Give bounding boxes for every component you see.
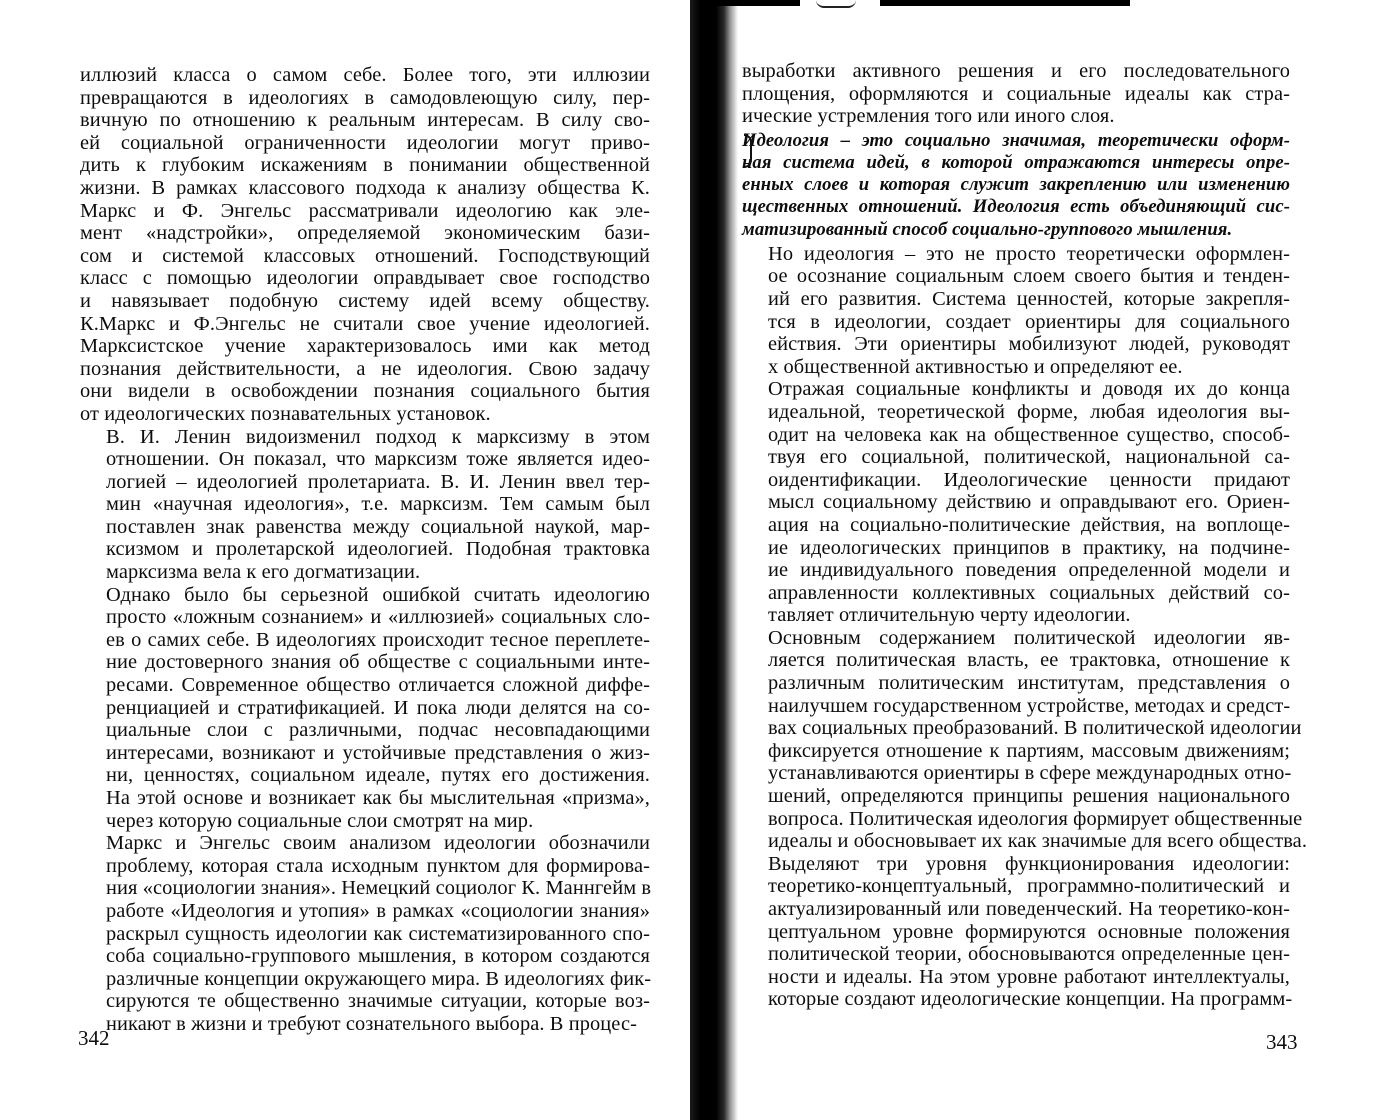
binding-gutter [690,0,738,1120]
text-line: Маркс и Ф. Энгельс рассматривали идеологию как эле- [80,199,650,222]
definition-paragraph [742,130,1290,241]
text-line: ие индивидуального поведения определенной модели и [768,559,1290,582]
text-line: матизированный способ социально-группового мышления. [742,218,1233,240]
text-line: тся в идеологии, создает ориентиры для социального [768,310,1290,333]
text-line: щественных отношений. Идеология есть объединяющий сис- [742,196,1290,218]
text-line: мин «научная идеология», т.е. марксизм. Тем самым был [106,493,650,516]
text-line: Отражая социальные конфликты и доводя их до конца [768,378,1290,401]
text-line: ная система идей, в которой отражаются интересы опре- [742,151,1290,173]
text-line: ий его развития. Система ценностей, которые закрепля- [768,287,1290,310]
text-line: никают в жизни и требуют сознательного выбора. В процес- [106,1012,638,1035]
text-line: Однако было бы серьезной ошибкой считать идеологию [106,583,650,606]
text-line: наилучшем государственном устройстве, методах и средст- [768,694,1291,717]
text-line: аправленности коллективных социальных действий со- [768,581,1290,604]
text-line: оидентификации. Идеологические ценности придают [768,468,1290,491]
text-line: ое осознание социальным слоем своего бытия и тенден- [768,265,1290,288]
text-line: политической теории, обосновываются определенные цен- [768,943,1290,966]
text-line: площения, оформляются и социальные идеалы как стра- [742,82,1290,105]
text-line: различные концепции окружающего мира. В идеологиях фик- [106,967,652,990]
text-line: теоретико-концептуальный, программно-политический и [768,875,1290,898]
text-line: цептуальном уровне формируются основные положения [768,920,1290,943]
text-line: Марксистское учение характеризовалось ими как метод [80,335,650,358]
text-line: ности и идеалы. На этом уровне работают интеллектуалы, [768,965,1290,988]
text-line: сируются те общественно значимые ситуации, которые воз- [106,990,650,1013]
text-line: просто «ложным сознанием» и «иллюзией» социальных сло- [106,606,650,629]
text-line: класс с помощью идеологии оправдывает свое господство [80,267,650,290]
text-line: ксизмом и пролетарской идеологией. Подобная трактовка [106,538,650,561]
paragraph [80,584,650,833]
text-line: логией – идеологией пролетариата. В. И. Ленин ввел тер- [106,470,650,493]
text-line: которые создают идеологические концепции. На программ- [768,988,1293,1011]
top-scan-mark-left [710,0,800,6]
text-line: Основным содержанием политической идеологии яв- [768,626,1290,649]
top-scan-mark [880,0,1130,6]
text-line: актуализированный или поведенческий. На теоретико-кон- [768,898,1290,921]
text-line: интересами, возникают и устойчивые представления о жиз- [106,741,650,764]
text-line: ния «социологии знания». Немецкий социолог К. Маннгейм в [106,877,652,900]
text-line: они видели в освобождении познания социального бытия [80,380,650,403]
text-line: сом и системой классовых отношений. Господствующий [80,244,650,267]
bracket-pen-mark [744,134,752,168]
left-page-text [80,64,650,1036]
text-line: К.Маркс и Ф.Энгельс не считали свое учение идеологией. [80,312,650,335]
text-line: На этой основе и возникает как бы мыслительная «призма», [106,787,650,809]
text-line: ей социальной ограниченности идеологии могут приво- [80,131,650,154]
text-line: енных слоев и которая служит закреплению или изменению [742,174,1290,196]
text-line: ние достоверного знания об обществе с социальными инте- [106,651,650,674]
text-line: Но идеология – это не просто теоретически оформлен- [768,242,1290,265]
right-page [690,0,1400,1120]
paragraph [742,243,1290,379]
text-line: ация на социально-политические действия, на воплоще- [768,513,1290,536]
text-line: ические устремления того или иного слоя. [742,105,1115,128]
text-line: ренциацией и стратификацией. И пока люди делятся на со- [106,696,650,719]
text-line: превращаются в идеологиях в самодовлеющую силу, пер- [80,86,650,109]
text-line: тавляет отличительную черту идеологии. [768,604,1131,627]
text-line: проблему, которая стала исходным пунктом для формирова- [106,854,650,877]
text-line: отношении. Он показал, что марксизм тоже является идео- [106,448,650,471]
text-line: циальные слои с различными, подчас несовпадающими [106,719,650,742]
right-page-text [742,60,1308,1011]
text-line: дить к глубоким искажениям в понимании общественной [80,154,650,177]
text-line: и навязывает подобную систему идей всему обществу. [80,289,650,312]
text-line: познания действительности, а не идеология. Свою задачу [80,357,650,380]
text-line: идеалы и обосновывает их как значимые для всего общества. [768,830,1308,853]
text-line: вичную по отношению к реальным интересам. В силу сво- [80,109,650,132]
text-line: х общественной активностью и определяют ее. [768,355,1183,378]
text-line: В. И. Ленин видоизменил подход к марксизму в этом [106,425,650,448]
paragraph [742,852,1293,1011]
handwritten-mark [816,0,856,8]
text-line: ие идеологических принципов в практику, на подчине- [768,536,1290,559]
right-page-number: 343 [1266,1030,1298,1054]
text-line: марксизма вела к его догматизации. [106,561,421,584]
text-line: фиксируется отношение к партиям, массовым движениям; [768,739,1290,762]
text-line: устанавливаются ориентиры в сфере международных отно- [768,762,1292,785]
text-line: вах социальных преобразований. В политической идеологии [768,717,1302,740]
text-line: от идеологических познавательных установок. [80,402,491,425]
left-page [0,0,690,1120]
text-line: ействия. Эти ориентиры мобилизуют людей, руководят [768,333,1290,356]
text-line: идеальной, теоретической форме, любая идеология вы- [768,400,1290,423]
text-line: шений, определяются принципы решения национального [768,785,1290,808]
paragraph [742,626,1308,853]
text-line: ресами. Современное общество отличается сложной диффе- [106,674,650,697]
text-line: соба социально-группового мышления, в котором создаются [106,945,650,968]
text-line: жизни. В рамках классового подхода к анализу общества К. [80,176,650,199]
text-line: вопроса. Политическая идеология формирует общественные [768,807,1303,830]
text-line: иллюзий класса о самом себе. Более того, эти иллюзии [80,64,650,86]
text-line: ев о самих себе. В идеологиях происходит тесное переплете- [106,628,650,651]
text-line: работе «Идеология и утопия» в рамках «социологии знания» [106,899,650,922]
text-line: различным политическим институтам, представления о [768,672,1290,695]
text-line: одит на человека как на общественное существо, способ- [768,423,1290,446]
paragraph [80,832,650,1035]
paragraph [80,64,650,426]
text-line: ни, ценностях, социальном идеале, путях его достижения. [106,764,650,787]
text-line: выработки активного решения и его последовательного [742,60,1290,82]
text-line: твуя его социальной, политической, национальной са- [768,446,1290,469]
text-line: Идеология – это социально значимая, теоретически оформ- [742,129,1290,151]
text-line: мысл социальному действию и оправдывают его. Ориен- [768,491,1290,514]
text-line: Маркс и Энгельс своим анализом идеологии обозначили [106,832,650,855]
text-line: Выделяют три уровня функционирования идеологии: [768,852,1290,875]
paragraph [742,60,1290,128]
paragraph [742,378,1290,627]
text-line: поставлен знак равенства между социальной наукой, мар- [106,515,650,538]
text-line: мент «надстройки», определяемой экономическим бази- [80,222,650,245]
text-line: раскрыл сущность идеологии как систематизированного спо- [106,922,650,945]
left-page-number: 342 [78,1026,110,1050]
text-line: ляется политическая власть, ее трактовка, отношение к [768,649,1290,672]
paragraph [80,426,650,584]
text-line: через которую социальные слои смотрят на мир. [106,809,534,832]
